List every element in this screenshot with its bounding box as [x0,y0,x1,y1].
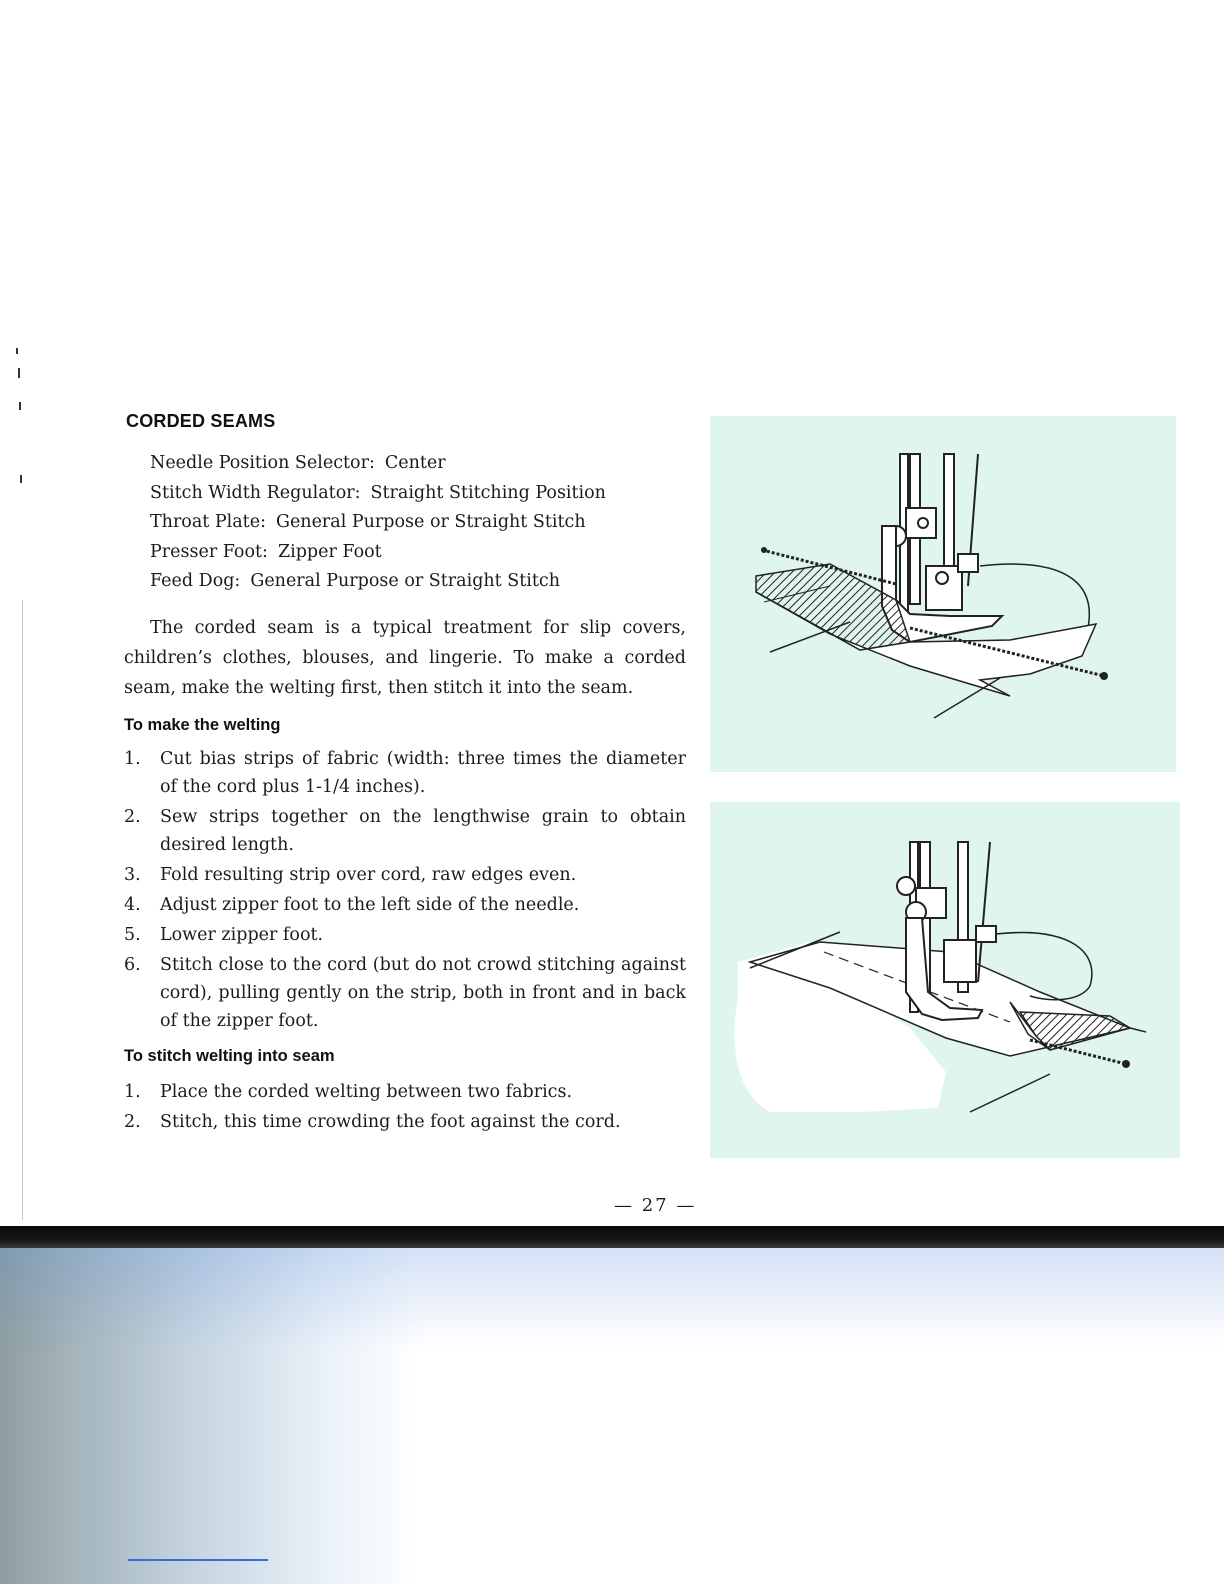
setting-presser-foot [150,541,606,571]
step-item: 1. Cut bias strips of fabric (width: three times the diameter of the cord plus 1-1/4 inches). [124,749,686,797]
binding-speck [16,348,18,354]
setting-label: Stitch Width Regulator: [150,482,361,503]
seam-steps [124,1078,686,1138]
setting-label: Feed Dog: [150,571,241,591]
setting-stitch-width [150,482,606,512]
setting-label: Presser Foot: [150,541,268,562]
sewing-machine-seam-illustration [710,802,1180,1158]
binding-speck [22,600,23,1220]
welting-steps [124,745,686,1037]
setting-feed-dog [150,570,606,600]
subheading-stitch-welting: To stitch welting into seam [124,1047,335,1065]
illustration-making-welting [710,416,1176,772]
settings-list [150,452,606,600]
step-item: 3. Fold resulting strip over cord, raw edges even. [124,865,577,885]
setting-value: Straight Stitching Position [370,482,606,503]
setting-needle-position [150,452,606,482]
setting-value: Center [384,453,446,473]
binding-speck [18,368,20,378]
step-item: 6. Stitch close to the cord (but do not crowd stitching against cord), pulling gently on the strip, both in front and in back of the zipper foot. [124,955,686,1031]
step-item: 4. Adjust zipper foot to the left side of the needle. [124,895,580,915]
binding-speck [20,475,22,483]
setting-value: General Purpose or Straight Stitch [250,571,560,591]
setting-label: Throat Plate: [150,512,266,532]
illustration-stitching-welting [710,802,1180,1158]
setting-value: General Purpose or Straight Stitch [275,512,586,532]
sewing-machine-foot-illustration [710,416,1176,772]
binding-speck [19,402,21,410]
setting-throat-plate [150,511,606,541]
step-item: 5. Lower zipper foot. [124,925,324,945]
scan-edge-bar [0,1226,1224,1248]
scan-artifact-line [128,1559,268,1561]
step-item: 1. Place the corded welting between two fabrics. [124,1082,573,1102]
scan-background [0,1248,1224,1584]
setting-label: Needle Position Selector: [150,453,375,473]
setting-value: Zipper Foot [277,541,382,562]
step-item: 2. Stitch, this time crowding the foot against the cord. [124,1112,621,1132]
section-heading: CORDED SEAMS [126,411,276,431]
subheading-make-welting: To make the welting [124,716,281,734]
page-number: — 27 — [614,1195,697,1216]
intro-paragraph: The corded seam is a typical treatment for slip covers, children’s clothes, blouses, and lingerie. To make a corded seam, make the welting first, then stitch it into the seam. [124,618,686,698]
step-item: 2. Sew strips together on the lengthwise grain to obtain desired length. [124,807,686,855]
